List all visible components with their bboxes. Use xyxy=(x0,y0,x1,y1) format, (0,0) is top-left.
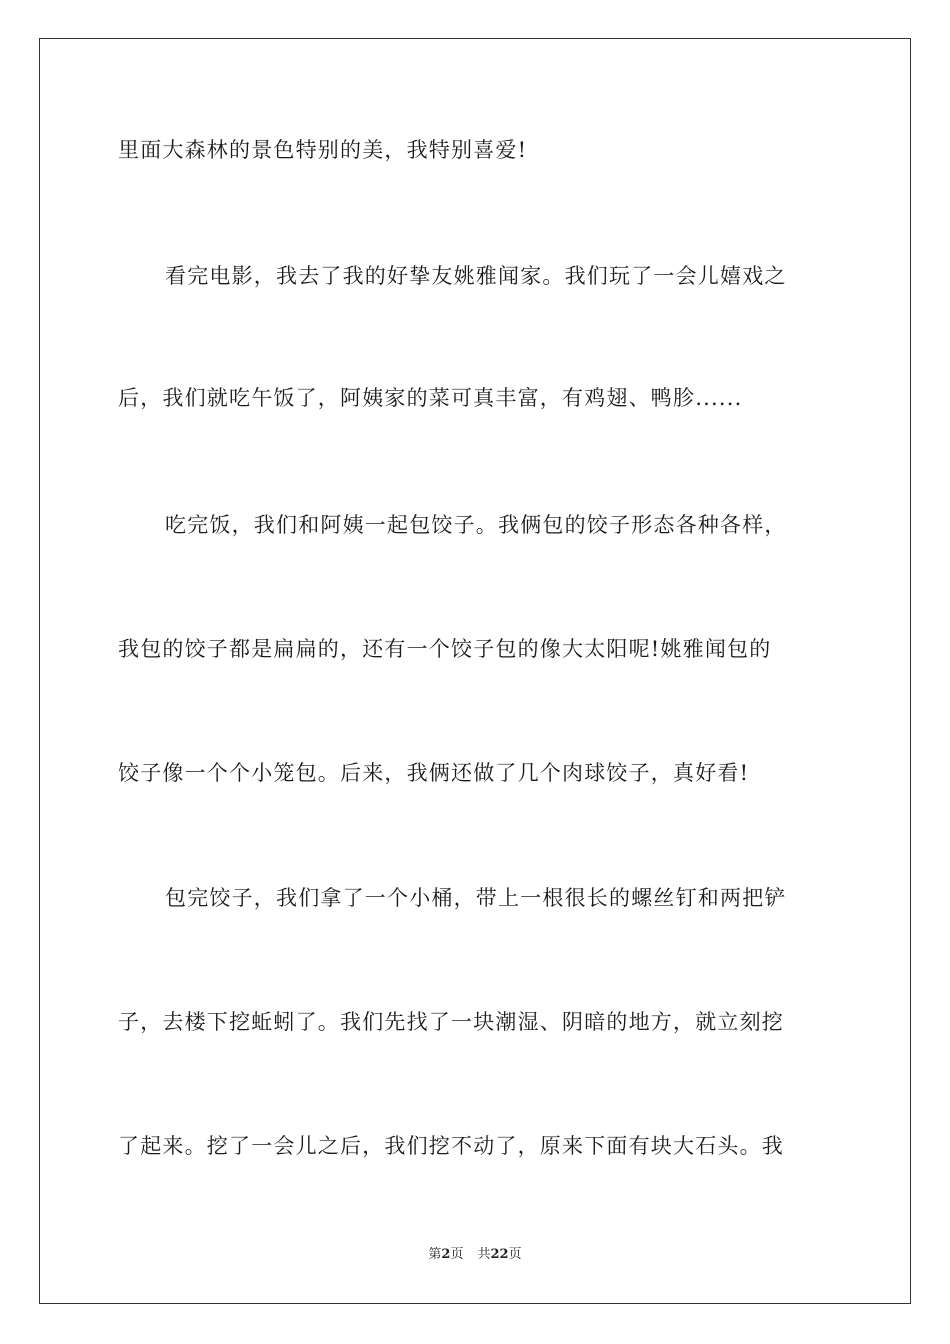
page-number-label: 第2页 xyxy=(428,1247,464,1262)
paragraph-line-7: 包完饺子，我们拿了一个小桶，带上一根很长的螺丝钉和两把铲 xyxy=(165,886,787,910)
total-pages-label: 共22页 xyxy=(477,1247,522,1262)
paragraph-line-5: 我包的饺子都是扁扁的，还有一个饺子包的像大太阳呢!姚雅闻包的 xyxy=(118,637,772,661)
page-footer xyxy=(0,1246,950,1264)
page-border xyxy=(39,38,911,1304)
paragraph-line-1: 里面大森林的景色特别的美，我特别喜爱! xyxy=(118,138,528,162)
paragraph-line-8: 子，去楼下挖蚯蚓了。我们先找了一块潮湿、阴暗的地方，就立刻挖 xyxy=(118,1010,784,1034)
paragraph-line-4: 吃完饭，我们和阿姨一起包饺子。我俩包的饺子形态各种各样， xyxy=(165,513,787,537)
paragraph-line-3: 后，我们就吃午饭了，阿姨家的菜可真丰富，有鸡翅、鸭胗...... xyxy=(118,386,743,410)
paragraph-line-2: 看完电影，我去了我的好挚友姚雅闻家。我们玩了一会儿嬉戏之 xyxy=(165,264,787,288)
paragraph-line-6: 饺子像一个个小笼包。后来，我俩还做了几个肉球饺子，真好看! xyxy=(118,761,750,785)
paragraph-line-9: 了起来。挖了一会儿之后，我们挖不动了，原来下面有块大石头。我 xyxy=(118,1134,784,1158)
